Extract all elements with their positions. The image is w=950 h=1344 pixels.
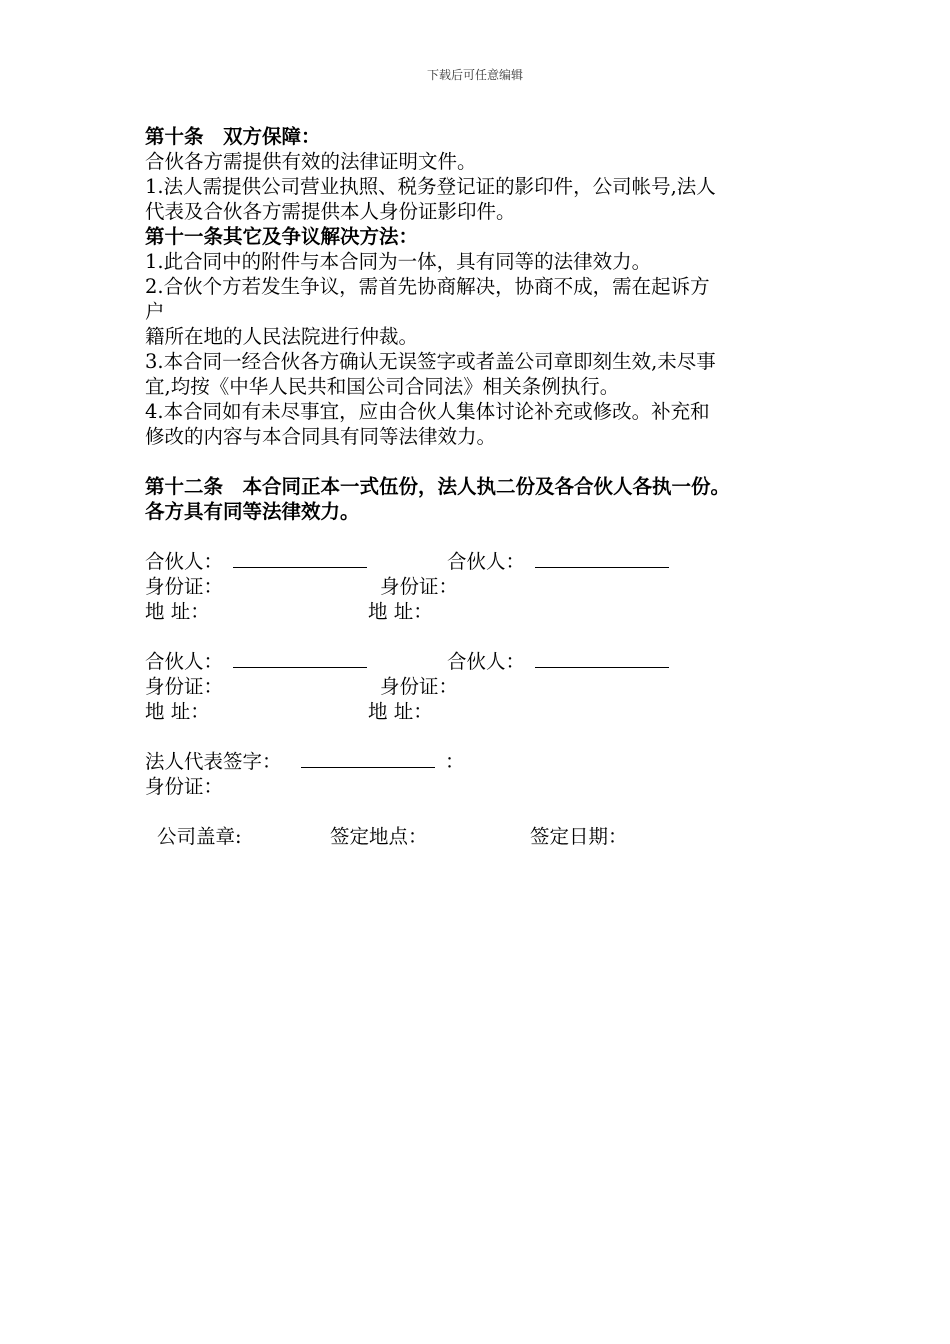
- legal-rep-signature-line[interactable]: [301, 749, 435, 768]
- partner-signature-line[interactable]: [535, 549, 669, 568]
- article-12-line: 各方具有同等法律效力。: [145, 500, 360, 523]
- id-row: [145, 574, 815, 599]
- id-label: 身份证：: [380, 575, 459, 598]
- article-10-title: 第十条 双方保障：: [145, 125, 321, 148]
- contract-body: [145, 124, 815, 849]
- article-11-line: 2.合伙个方若发生争议，需首先协商解决，协商不成，需在起诉方: [145, 275, 710, 298]
- partner-row: [145, 549, 815, 574]
- address-label: 地 址：: [145, 700, 210, 723]
- legal-rep-label: 法人代表签字：: [145, 750, 282, 773]
- address-label: 地 址：: [368, 700, 433, 723]
- article-11-line: 修改的内容与本合同具有同等法律效力。: [145, 425, 497, 448]
- article-10-line: 1.法人需提供公司营业执照、税务登记证的影印件，公司帐号,法人: [145, 175, 716, 198]
- partner-signature-line[interactable]: [233, 549, 367, 568]
- article-11-line: 宜,均按《中华人民共和国公司合同法》相关条例执行。: [145, 375, 620, 398]
- article-11-line: 3.本合同一经合伙各方确认无误签字或者盖公司章即刻生效,未尽事: [145, 350, 716, 373]
- article-11-title: 第十一条其它及争议解决方法：: [145, 225, 419, 248]
- article-11-line: 4.本合同如有未尽事宜，应由合伙人集体讨论补充或修改。补充和: [145, 400, 710, 423]
- address-row: [145, 599, 815, 624]
- address-label: 地 址：: [368, 600, 433, 623]
- id-label: 身份证：: [380, 675, 459, 698]
- address-label: 地 址：: [145, 600, 210, 623]
- signing-date-label: 签定日期：: [530, 825, 628, 848]
- article-12-line: 第十二条 本合同正本一式伍份，法人执二份及各合伙人各执一份。: [145, 475, 731, 498]
- article-10-line: 代表及合伙各方需提供本人身份证影印件。: [145, 200, 516, 223]
- partner-row: [145, 649, 815, 674]
- legal-rep-colon: ：: [445, 750, 465, 773]
- article-11-line: 籍所在地的人民法院进行仲裁。: [145, 325, 419, 348]
- footer-row: [145, 824, 815, 849]
- legal-rep-id-row: [145, 774, 815, 799]
- partner-signature-line[interactable]: [233, 649, 367, 668]
- company-seal-label: 公司盖章:: [157, 825, 242, 848]
- address-row: [145, 699, 815, 724]
- page-header: 下载后可任意编辑: [426, 68, 523, 82]
- partner-label: 合伙人：: [447, 550, 526, 573]
- article-11-line: 户: [145, 300, 165, 323]
- legal-rep-row: [145, 749, 815, 774]
- id-label: 身份证：: [145, 675, 224, 698]
- article-10-line: 合伙各方需提供有效的法律证明文件。: [145, 150, 477, 173]
- partner-signature-line[interactable]: [535, 649, 669, 668]
- legal-rep-id-label: 身份证：: [145, 775, 224, 798]
- id-label: 身份证：: [145, 575, 224, 598]
- id-row: [145, 674, 815, 699]
- partner-label: 合伙人：: [145, 650, 224, 673]
- signing-place-label: 签定地点：: [330, 825, 428, 848]
- partner-label: 合伙人：: [145, 550, 224, 573]
- article-11-line: 1.此合同中的附件与本合同为一体，具有同等的法律效力。: [145, 250, 652, 273]
- partner-label: 合伙人：: [447, 650, 526, 673]
